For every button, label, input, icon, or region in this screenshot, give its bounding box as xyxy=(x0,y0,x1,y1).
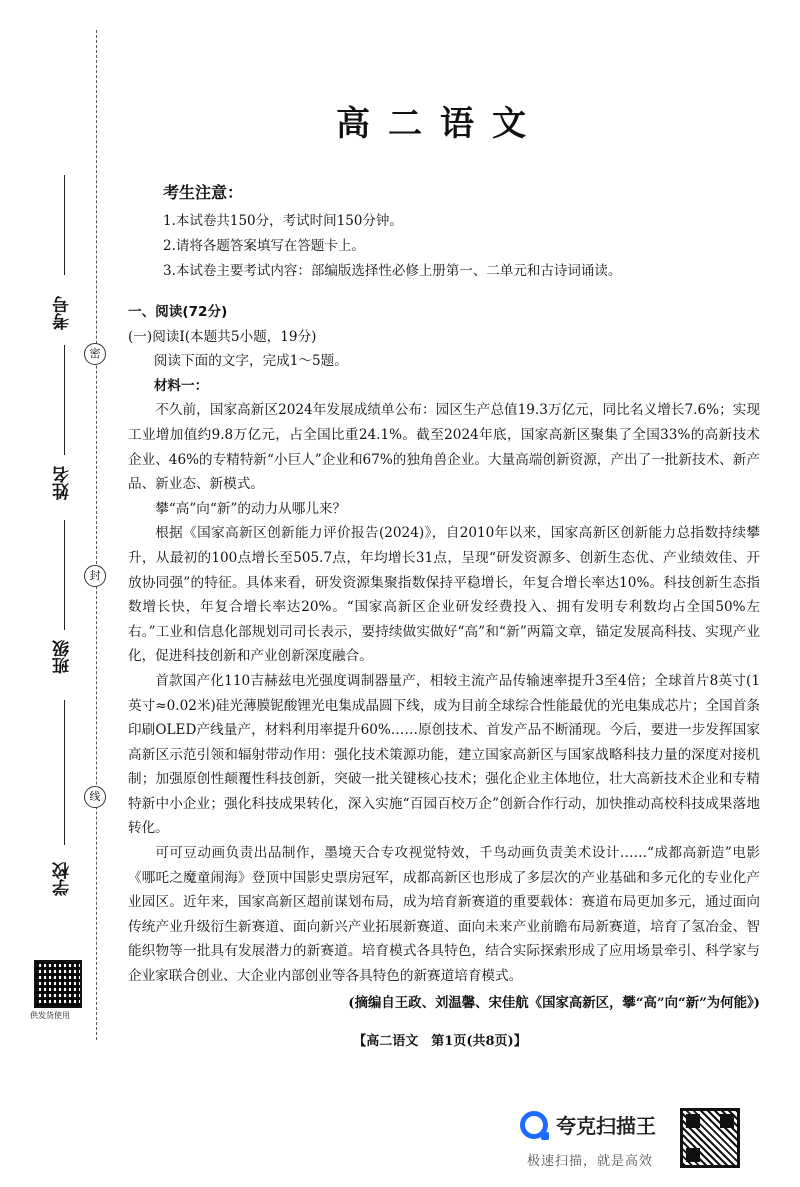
scanner-badge xyxy=(520,1110,656,1139)
shipping-qr-code xyxy=(34,960,82,1008)
section-heading: 一、阅读(72分) xyxy=(128,304,228,320)
xingming-rule xyxy=(64,345,65,455)
notice-block xyxy=(163,180,743,284)
kaohao-label: 考号 xyxy=(53,296,73,330)
paragraph: 首款国产化110吉赫兹电光强度调制器量产，相较主流产品传输速率提升3至4倍；全球首片8英寸(1英寸≈0.02米)硅光薄膜铌酸锂光电集成晶圆下线，成为目前全球综合性能最优的光电集成芯片；全国首条印刷OLED产线量产，材料利用率提升60%……原创技术、首发产品不断涌现。今后，要进一步发挥国家高新区示范引领和辐射带动作用：强化技术策源功能，建立国家高新区与国家战略科技力量的深度对接机制；加强原创性颠覆性科技创新，突破一批关键核心技术；强化企业主体地位，壮大高新技术企业和专精特新中小企业；强化科技成果转化，深入实施“百园百校万企”创新合作行动，加快推动高校科技成果落地转化。 xyxy=(128,672,760,837)
page-title: 高二语文 xyxy=(336,104,544,144)
scanner-logo-icon xyxy=(520,1111,548,1139)
scanner-slogan: 极速扫描，就是高效 xyxy=(527,1154,654,1169)
scanner-name: 夸克扫描王 xyxy=(556,1114,656,1138)
instruction: 阅读下面的文字，完成1～5题。 xyxy=(153,353,348,370)
paragraph: 可可豆动画负责出品制作，墨境天合专攻视觉特效，千鸟动画负责美术设计……“成都高新造”电影《哪吒之魔童闹海》登顶中国影史票房冠军，成都高新区也形成了多层次的产业基础和多元化的专业化产业园区。近年来，国家高新区超前谋划布局，成为培育新赛道的重要载体：赛道布局更加多元，通过面向传统产业升级衍生新赛道、面向新兴产业拓展新赛道、面向未来产业前瞻布局新赛道，培育了氢冶金、智能织物等一批具有发展潜力的新赛道。培育模式各具特色，结合实际探索形成了应用场景牵引、科学家与企业家联合创业、大企业内部创业等各具特色的新赛道培育模式。 xyxy=(128,845,760,985)
xingming-label: 姓名 xyxy=(53,466,73,500)
scanner-qr-code xyxy=(680,1108,740,1168)
paragraph: 根据《国家高新区创新能力评价报告(2024)》，自2010年以来，国家高新区创新能力总指数持续攀升，从最初的100点增长至505.7点，年均增长31点，呈现“研发资源多、创新生态优、产业绩效佳、开放协同强”的特征。具体来看，研发资源集聚指数保持平稳增长，年复合增长率达10%。科技创新生态指数增长快，年复合增长率达20%。“国家高新区企业研发经费投入、拥有发明专利数均占全国50%左右。”工业和信息化部规划司司长表示，要持续做实做好“高”和“新”两篇文章，锚定发展高科技、实现产业化，促进科技创新和产业创新深度融合。 xyxy=(128,525,760,665)
material-label: 材料一： xyxy=(153,377,209,394)
sub-heading: (一)阅读Ⅰ(本题共5小题，19分) xyxy=(128,328,317,345)
notice-heading: 考生注意： xyxy=(163,183,244,202)
notice-item: 1.本试卷共150分，考试时间150分钟。 xyxy=(163,213,403,229)
notice-item: 3.本试卷主要考试内容：部编版选择性必修上册第一、二单元和古诗词诵读。 xyxy=(163,263,622,279)
shipping-qr-label: 供发货使用 xyxy=(30,1011,70,1020)
reading-section xyxy=(128,300,760,1015)
source-citation: (摘编自王政、刘温馨、宋佳航《国家高新区，攀“高”向“新”为何能》) xyxy=(348,994,760,1011)
banji-label: 班级 xyxy=(53,640,73,674)
paragraph: 不久前，国家高新区2024年发展成绩单公布：园区生产总值19.3万亿元，同比名义增长7.6%；实现工业增加值约9.8万亿元，占全国比重24.1%。截至2024年底，国家高新区聚集了全国33%的高新技术企业、46%的专精特新“小巨人”企业和67%的独角兽企业。大量高端创新资源，产出了一批新技术、新产品、新业态、新模式。 xyxy=(128,402,760,493)
seal-circle-mi: 密 xyxy=(84,343,106,365)
page-footer: 【高二语文 第1页(共8页)】 xyxy=(353,1034,527,1049)
xuexiao-label: 学校 xyxy=(53,862,73,896)
seal-circle-xian: 线 xyxy=(84,786,106,808)
notice-item: 2.请将各题答案填写在答题卡上。 xyxy=(163,238,365,254)
banji-rule xyxy=(64,520,65,630)
paragraph: 攀“高”向“新”的动力从哪儿来？ xyxy=(155,500,347,517)
kaohao-rule xyxy=(64,175,65,275)
xuexiao-rule xyxy=(64,700,65,845)
seal-circle-feng: 封 xyxy=(84,565,106,587)
binding-dashed-line xyxy=(96,30,97,1040)
